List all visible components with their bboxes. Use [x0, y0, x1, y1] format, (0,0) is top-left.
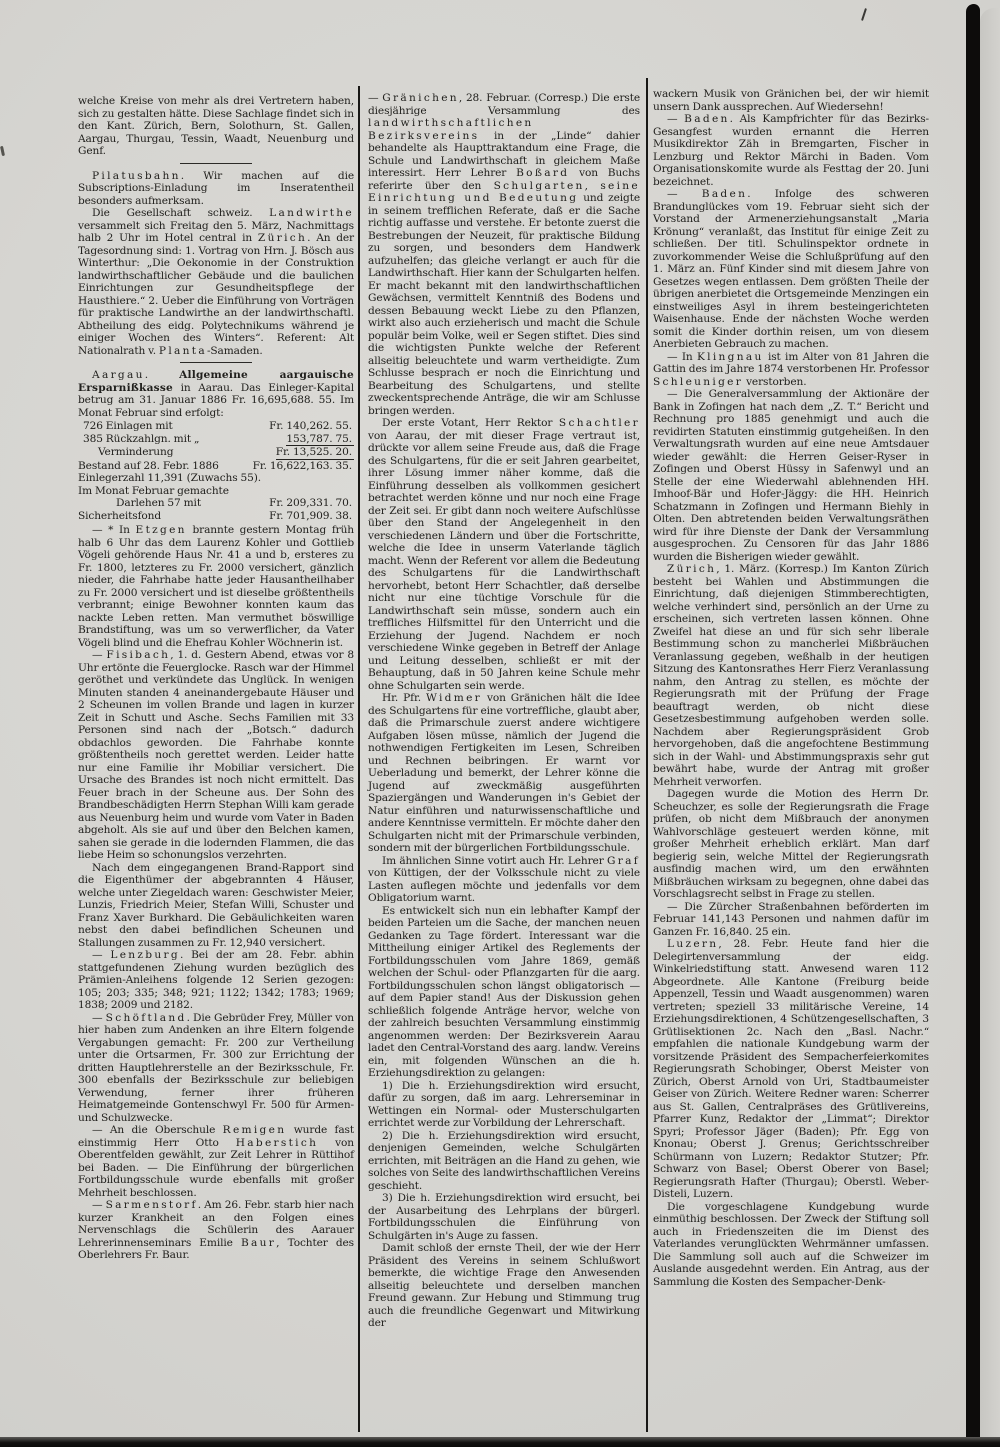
table-row — [78, 420, 354, 433]
article-pilatusbahn: Pilatusbahn. Wir machen auf die Subscriptions-Einladung im Inseratentheil besonders aufmerksam. — [78, 169, 354, 207]
column-left — [78, 95, 354, 1262]
page-gutter-shadow — [966, 4, 980, 1447]
row-label: Im Monat Februar gemachte — [78, 484, 229, 497]
section-divider — [180, 163, 252, 164]
article-zuerich-wahlen: Zürich, 1. März. (Korresp.) Im Kanton Zürich besteht bei Wahlen und Abstimmungen die Einrichtung, daß diejenigen Stimmberechtigten, welche verhindert sind, persönlich an der Urne zu erscheinen, sich vertreten lassen können. Ohne Zweifel hat diese an und für sich sehr liberale Bestimmung schon zu mancherlei Mißbräuchen Veranlassung gegeben, weßhalb in der heutigen Sitzung des Kantonsrathes Herr Fierz Veranlassung nahm, den Antrag zu stellen, es möchte der Regierungsrath mit der Prüfung der Frage beauftragt werden, ob nicht diese Gesetzesbestimmung aufgehoben werden solle. Nachdem aber Regierungspräsident Grob hervorgehoben, daß die angefochtene Bestimmung sich in der Wahl- und Abstimmungspraxis sehr gut bewährt habe, wurde der Antrag mit großer Mehrheit verworfen. — [653, 563, 929, 788]
article-brand-rapport: Nach dem eingegangenen Brand-Rapport sind die Eigenthümer der abgebrannten 4 Häuser, welche unter Ziegeldach waren: Geschwister Meier, Lunzis, Friedrich Meier, Stefan Willi, Schuster und Franz Xaver Burkhard. Die Gebäulichkeiten waren nebst den dabei befindlichen Scheunen und Stallungen zusammen zu Fr. 12,940 versichert. — [78, 861, 354, 949]
table-row — [78, 446, 354, 460]
article-strassenbahnen: — Die Zürcher Straßenbahnen beförderten im Februar 141,143 Personen und nahmen dafür im Ganzen Fr. 16,840. 25 ein. — [653, 900, 929, 938]
column-right — [653, 88, 929, 1288]
table-row — [78, 485, 354, 498]
row-label: Einlegerzahl 11,391 (Zuwachs 55). — [78, 472, 262, 484]
article-schlusswort: Damit schloß der ernste Theil, der wie der Herr Präsident des Vereins in seinem Schlußwort bemerkte, die wichtige Frage den Anwesenden allseitig beleuchtete und derselben manchen Freund gewann. Zur Hebung und Stimmung trug auch die freundliche Gegenwart und Mitwirkung der — [368, 1242, 640, 1329]
row-label: Bestand auf 28. Febr. 1886 — [78, 459, 219, 472]
row-value: Fr. 701,909. 38. — [269, 509, 352, 522]
antrag-2: 2) Die h. Erziehungsdirektion wird ersucht, denjenigen Gemeinden, welche Schulgärten errichten, mit Beiträgen an die Hand zu gehen, wie solches von Seite des landwirthschaftlichen Vereins geschieht. — [368, 1129, 640, 1192]
table-row — [78, 433, 354, 447]
bottom-scan-shadow — [0, 1437, 1000, 1447]
article-luzern-winkelriedstiftung: Luzern, 28. Febr. Heute fand hier die Delegirtenversammlung der eidg. Winkelriedstiftung statt. Anwesend waren 112 Abgeordnete. Alle Kantone (Freiburg beide Appenzell, Tessin und Waadt ausgenommen) waren vertreten; speziell 33 militärische Vereine, 14 Erziehungsdirektionen, 4 Schützengesellschaften, 3 Grütlisektionen 2c. Nach den „Basl. Nachr.“ empfahlen die nationale Kundgebung warm der vorsitzende Präsident des Sempacherfeierkomites Regierungsrath Schobinger, Oberst Meister von Zürich, Oberst Arnold von Uri, Stadtbaumeister Geiser von Zürich. Weitere Redner waren: Scherrer aus St. Gallen, Centralpräses des Grütlivereins, Pfarrer Kunz, Redaktor der „Limmat“; Direktor Spyri; Professor Jäger (Baden); Pfr. Egg von Knonau; Oberst J. Grenus; Gerichtsschreiber Schürmann von Luzern; Redaktor Stutzer; Pfr. Schwarz von Basel; Oberst Oberer von Basel; Regierungsrath Hafter (Thurgau); Oberstl. Weber-Disteli, Luzern. — [653, 938, 929, 1200]
column-divider — [358, 86, 360, 1432]
article-kundgebung-beschluss: Die vorgeschlagene Kundgebung wurde einmüthig beschlossen. Der Zweck der Stiftung soll auch in Friedenszeiten die im Dienst des Vaterlandes verunglückten Wehrmänner umfassen. Die Sammlung soll auch auf die Schweizer im Auslande ausgedehnt werden. Ein Antrag, aus der Sammlung die Kosten des Sempacher-Denk- — [653, 1200, 929, 1288]
row-label: Verminderung — [98, 446, 174, 458]
article-bank-zofingen: — Die Generalversammlung der Aktionäre der Bank in Zofingen hat nach dem „Z. T.“ Bericht und Rechnung pro 1885 genehmigt und auch die revidirten Statuten einstimmig gutgeheißen. In den Verwaltungsrath wurden auf eine neue Amtsdauer wieder gewählt: die Herren Geiser-Ryser in Zofingen und Oberst Hüssy in Safenwyl und an Stelle der eine Wiederwahl ablehnenden HH. Imhoof-Bär und Hofer-Jäggy: die HH. Heinrich Schatzmann in Zofingen und Hermann Biehly in Olten. Den abtretenden beiden Verwaltungsräthen wird für ihre Dienste der Dank der Versammlung ausgesprochen. Zu Censoren für das Jahr 1886 wurden die Bisherigen wieder gewählt. — [653, 388, 929, 563]
row-value: Fr. 140,262. 55. — [269, 420, 352, 432]
article-motion-scheuchzer: Dagegen wurde die Motion des Herrn Dr. Scheuchzer, es solle der Regierungsrath die Frage prüfen, ob nicht dem Mißbrauch der anonymen Wahlvorschläge gesteuert werden könne, mit großer Mehrheit erheblich erklärt. Man darf begierig sein, welche Mittel der Regierungsrath ausfindig machen wird, um den erwähnten Mißbräuchen wirksam zu begegnen, ohne dabei das Vorschlagsrecht selbst in Frage zu stellen. — [653, 788, 929, 900]
article-musik-dank-continuation: wackern Musik von Gränichen bei, der wir hiemit unsern Dank aussprechen. Auf Wiedersehn! — [653, 88, 929, 113]
table-row — [78, 472, 354, 485]
adjacent-page-edge — [980, 8, 1000, 1447]
row-value: Fr. 16,622,163. 35. — [252, 459, 352, 472]
article-pfarrer-widmer: Hr. Pfr. Widmer von Gränichen hält die Idee des Schulgartens für eine vortreffliche, glaubt aber, daß die Primarschule zuerst andere wichtigere Aufgaben lösen müsse, nämlich der Jugend die nothwendigen Fertigkeiten im Lesen, Schreiben und Rechnen beibringen. Er warnt vor Ueberladung und bemerkt, der Lehrer könne die Jugend auf zweckmäßig ausgeführten Spaziergängen und Wanderungen in's Gebiet der Natur einführen und naturwissenschaftliche und andere Kenntnisse vermitteln. Er möchte daher den Schulgarten nicht mit der Primarschule verbinden, sondern mit der bürgerlichen Fortbildungsschule. — [368, 692, 640, 854]
column-middle — [368, 92, 640, 1330]
antrag-3: 3) Die h. Erziehungsdirektion wird ersucht, bei der Ausarbeitung des Lehrplans der bürgerl. Fortbildungsschulen die Einführung von Schulgärten in's Auge zu fassen. — [368, 1192, 640, 1242]
article-klingnau-todesfall: — In Klingnau ist im Alter von 81 Jahren die Gattin des im Jahre 1874 verstorbenen Hr. Professor Schleuniger verstorben. — [653, 350, 930, 388]
table-row — [78, 497, 354, 510]
scan-artifact — [861, 8, 867, 21]
article-graenichen-korrespondenz: — Gränichen, 28. Februar. (Corresp.) Die erste diesjährige Versammlung des landwirthschaftlichen Bezirksvereins in der „Linde“ dahier behandelte als Haupttraktandum eine Frage, die Schule und Landwirthschaft in gleichem Maße interessirt. Herr Lehrer Boßard von Buchs referirte über den Schulgarten, seine Einrichtung und Bedeutung und zeigte in seinem trefflichen Referate, daß er die Sache richtig auffasse und verstehe. Er betonte zuerst die Bestrebungen der Neuzeit, für praktische Bildung zu sorgen, und besonders dem Handwerk aufzuhelfen; das gleiche verlangt er auch für die Landwirthschaft. Hier kann der Schulgarten helfen. Er macht bekannt mit den landwirthschaftlichen Gewächsen, vermittelt Kenntniß des Bodens und dessen Bebauung weckt Liebe zu den Pflanzen, wirkt also auch erzieherisch und macht die Schule populär beim Volke, weil er Segen stiftet. Dies sind die wichtigsten Punkte welche der Referent allseitig beleuchtete und warm vertheidigte. Zum Schlusse besprach er noch die Einrichtung und Bearbeitung des Schulgartens, und stellte zweckentsprechende Anträge, die wir am Schlusse bringen werden. — [368, 92, 640, 417]
article-votant-schachtler: Der erste Votant, Herr Rektor Schachtler von Aarau, der mit dieser Frage vertraut ist, drückte vor allem seine Freude aus, daß die Frage des Schulgartens, für die er seit Jahren gearbeitet, ihrer Lösung immer näher komme, daß die Einführung desselben als vollkommen gesichert betrachtet werden könne und nur noch eine Frage der Zeit sei. Er gibt dann noch weitere Aufschlüsse über den Stand der Angelegenheit in den verschiedenen Ländern und über die Fortschritte, welche die Idee in unserm Vaterlande täglich macht. Wenn der Referent vor allem die Bedeutung des Schulgartens für die Landwirthschaft hervorhebt, betont Herr Schachtler, daß derselbe nicht nur eine tüchtige Vorschule für die Landwirthschaft sein müsse, sondern auch ein treffliches Hilfsmittel für den Unterricht und die Erziehung der Jugend. Nachdem er noch verschiedene Winke gegeben in Betreff der Anlage und Leitung desselben, schließt er mit der Behauptung, daß in 50 Jahren keine Schule mehr ohne Schulgarten sein werde. — [368, 417, 640, 692]
row-label: Sicherheitsfond — [78, 509, 162, 522]
row-label: Darlehen 57 mit — [116, 497, 201, 509]
article-vertreter-continuation: welche Kreise von mehr als drei Vertretern haben, sich zu gestalten hätte. Diese Sachlage findet sich in den Kant. Zürich, Bern, Solothurn, St. Gallen, Aargau, Thurgau, Tessin, Waadt, Neuenburg und Genf. — [78, 95, 354, 157]
row-label: 726 Einlagen mit — [83, 420, 173, 432]
article-baden-maria-kroenung: — Baden. Infolge des schweren Brandunglückes vom 19. Februar sieht sich der Vorstand der Armenerziehungsanstalt „Maria Krönung“ veranlaßt, das Institut für einige Zeit zu schließen. Der titl. Schulinspektor ordnete in zuvorkommender Weise die Schlußprüfung auf den 1. März an. Fünf Kinder sind mit diesem Jahre von Gesetzes wegen entlassen. Dem größten Theile der übrigen anerbietet die Ortsgemeinde Menzingen ein einstweiliges Asyl in ihrem besteingerichteten Waisenhause. Ende der nächsten Woche werden somit die Kinder dorthin reisen, um von diesem Anerbieten Gebrauch zu machen. — [653, 188, 929, 350]
article-ersparnisskasse: Aargau. Allgemeine aargauische Ersparnißkasse in Aarau. Das Einleger-Kapital betrug am 31. Januar 1886 Fr. 16,695,688. 55. Im Monat Februar sind erfolgt: — [78, 369, 354, 419]
article-sarmenstorf-todesfall: — Sarmenstorf. Am 26. Febr. starb hier nach kurzer Krankheit an den Folgen eines Nervenschlags die Schülerin des Aarauer Lehrerinnenseminars Emilie Baur, Tochter des Oberlehrers Fr. Baur. — [78, 1199, 355, 1261]
article-etzgen-fire: — * In Etzgen brannte gestern Montag früh halb 6 Uhr das dem Laurenz Kohler und Gottlieb Vögeli gehörende Haus Nr. 41 a und b, ersteres zu Fr. 1800, letzteres zu Fr. 2000 versichert, gänzlich nieder, die Fahrhabe hatte jeder Hausantheilhaber zu Fr. 2000 versichert und ist dieselbe größtentheils verbrannt; einige Bewohner konnten kaum das nackte Leben retten. Man vermuthet böswillige Brandstiftung, was um so verwerflicher, da Vater Vögeli blind und die Ehefrau Kohler Wöchnerin ist. — [78, 524, 354, 649]
savings-bank-table — [78, 420, 354, 522]
row-label: 385 Rückzahlgn. mit „ — [83, 432, 200, 445]
scan-artifact — [0, 146, 5, 156]
section-divider — [180, 362, 252, 363]
antrag-1: 1) Die h. Erziehungsdirektion wird ersucht, dafür zu sorgen, daß im aarg. Lehrerseminar in Wettingen ein Normal- oder Musterschulgarten errichtet werde zur Vorbildung der Lehrerschaft. — [368, 1079, 640, 1129]
article-gesellschaft-landwirthe: Die Gesellschaft schweiz. Landwirthe versammelt sich Freitag den 5. März, Nachmittags halb 2 Uhr im Hotel central in Zürich. An der Tagesordnung sind: 1. Vortrag von Hrn. J. Bösch aus Winterthur: „Die Oekonomie in der Construktion landwirthschaftlicher Gebäude und die baulichen Einrichtungen zur Gesundheitspflege der Hausthiere.“ 2. Ueber die Einführung von Vorträgen für praktische Landwirthe an der landwirthschaftl. Abtheilung des eidg. Polytechnikums während je einiger Wochen des Winters“. Referent: Alt Nationalrath v. Planta-Samaden. — [78, 207, 354, 357]
article-fisibach-fire: — Fisibach, 1. d. Gestern Abend, etwas vor 8 Uhr ertönte die Feuerglocke. Rasch war der Himmel geröthet und verkündete das Unglück. In wenigen Minuten standen 4 aneinandergebaute Häuser und 2 Scheunen im vollen Brande und lagen in kurzer Zeit in Schutt und Asche. Sechs Familien mit 33 Personen sind nach der „Botsch.“ dadurch obdachlos geworden. Die Fahrhabe konnte größtentheils noch gerettet werden. Leider hatte nur eine Familie ihr Mobiliar versichert. Die Ursache des Brandes ist noch nicht ermittelt. Das Feuer brach in der Scheune aus. Der Sohn des Brandbeschädigten Herrn Stephan Willi kam gerade aus Neuenburg heim und wurde vom Vater in Baden abgeholt. Als sie auf und über den Belchen kamen, sahen sie gerade in die lodernden Flammen, die das liebe Heim so schonungslos verzehrten. — [78, 649, 354, 861]
article-lenzburg-ziehung: — Lenzburg. Bei der am 28. Febr. abhin stattgefundenen Ziehung wurden bezüglich des Prämien-Anleihens folgende 12 Serien gezogen: 105; 203; 335; 348; 921; 1122; 1342; 1783; 1969; 1838; 2009 und 2182. — [78, 949, 355, 1011]
article-lehrer-graf: Im ähnlichen Sinne votirt auch Hr. Lehrer Graf von Küttigen, der der Volksschule nicht zu viele Lasten auflegen möchte und jedenfalls vor dem Obligatorium warnt. — [368, 854, 640, 904]
article-diskussion-antraege: Es entwickelt sich nun ein lebhafter Kampf der beiden Parteien um die Sache, der manchen neuen Gedanken zu Tage fördert. Interessant war die Mittheilung einiger Artikel des Reglements der Fortbildungsschulen vom Jahre 1869, gemäß welchen der Schul- oder Pflanzgarten für die aarg. Fortbildungsschulen schon längst obligatorisch — auf dem Papier stand! Aus der Diskussion gehen schließlich folgende Anträge hervor, welche von der zahlreich besuchten Versammlung einstimmig angenommen werden: Der Bezirksverein Aarau ladet den Central-Vorstand des aarg. landw. Vereins ein, mit folgenden Wünschen an die h. Erziehungsdirektion zu gelangen: — [368, 904, 640, 1079]
article-remigen-wahl: — An die Oberschule Remigen wurde fast einstimmig Herr Otto Haberstich von Oberentfelden gewählt, zur Zeit Lehrer in Rüttihof bei Baden. — Die Einführung der bürgerlichen Fortbildungsschule wurde ebenfalls mit großer Mehrheit beschlossen. — [78, 1124, 355, 1199]
column-divider — [646, 78, 648, 1432]
article-schoeftland-vergabungen: — Schöftland. Die Gebrüder Frey, Müller von hier haben zum Andenken an ihre Eltern folgende Vergabungen gemacht: Fr. 200 zur Vertheilung unter die Ortsarmen, Fr. 300 zur Errichtung der dritten Hauptlehrerstelle an der Bezirksschule, Fr. 300 ebenfalls der Bezirksschule zur beliebigen Verwendung, ferner ihrer früheren Heimatgemeinde Gontenschwyl Fr. 500 für Armen- und Schulzwecke. — [78, 1011, 355, 1124]
table-row — [78, 460, 354, 473]
article-baden-gesangfest: — Baden. Als Kampfrichter für das Bezirks-Gesangfest wurden ernannt die Herren Musikdirektor Zäh in Bremgarten, Fischer in Lenzburg und Rektor Märchi in Baden. Vom Organisationskomite wurde als Festtag der 20. Juni bezeichnet. — [653, 113, 930, 188]
table-row — [78, 510, 354, 523]
row-value: Fr. 13,525. 20. — [275, 446, 352, 458]
row-value: Fr. 209,331. 70. — [269, 497, 352, 509]
row-value: 153,787. 75. — [286, 432, 352, 445]
